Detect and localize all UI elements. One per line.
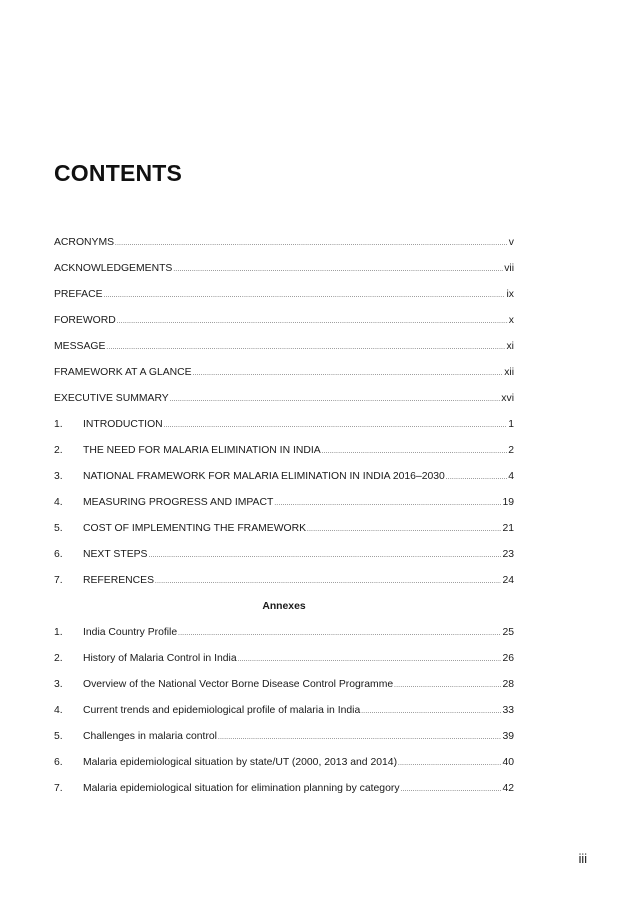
toc-entry[interactable] — [54, 444, 514, 470]
toc-entry-number: 7. — [54, 575, 63, 586]
dot-leader — [401, 784, 502, 797]
toc-entry-label: FOREWORD — [54, 315, 116, 326]
toc-entry-number: 5. — [54, 523, 63, 534]
toc-entry-label: FRAMEWORK AT A GLANCE — [54, 367, 192, 378]
toc-entry-page: 4 — [508, 471, 514, 482]
dot-leader — [398, 758, 501, 771]
toc-entry[interactable] — [54, 522, 514, 548]
toc-entry-page: 1 — [508, 419, 514, 430]
toc-entry-number: 6. — [54, 549, 63, 560]
page-number: iii — [578, 852, 587, 866]
page-title: CONTENTS — [54, 160, 183, 186]
toc-entry-label: ACRONYMS — [54, 237, 115, 248]
annex-entry[interactable] — [54, 678, 514, 704]
toc-entry-label: ACKNOWLEDGEMENTS — [54, 263, 173, 274]
toc-entry-number: 3. — [54, 679, 63, 690]
toc-entry[interactable] — [54, 288, 514, 314]
toc-entry-label: Overview of the National Vector Borne Disease Control Programme — [83, 679, 394, 690]
toc-entry-page: 39 — [502, 731, 514, 742]
toc-entry-page: 21 — [502, 523, 514, 534]
toc-entry-label: Challenges in malaria control — [83, 731, 217, 742]
toc-entry-number: 6. — [54, 757, 63, 768]
toc-main-list — [54, 236, 514, 600]
toc-entry-page: 25 — [502, 627, 514, 638]
dot-leader — [307, 524, 501, 537]
toc-entry-page: xi — [506, 341, 514, 352]
toc-entry[interactable] — [54, 418, 514, 444]
dot-leader — [193, 368, 504, 381]
toc-entry-label: INTRODUCTION — [83, 419, 163, 430]
toc-entry[interactable] — [54, 496, 514, 522]
toc-entry-page: 40 — [502, 757, 514, 768]
toc-entry-label: COST OF IMPLEMENTING THE FRAMEWORK — [83, 523, 307, 534]
toc-entry-label: MEASURING PROGRESS AND IMPACT — [83, 497, 274, 508]
toc-entry-page: 33 — [502, 705, 514, 716]
toc-entry-page: 19 — [502, 497, 514, 508]
annex-entry[interactable] — [54, 704, 514, 730]
toc-entry-label: EXECUTIVE SUMMARY — [54, 393, 169, 404]
toc-entry-number: 2. — [54, 445, 63, 456]
toc-entry-page: v — [508, 237, 514, 248]
dot-leader — [173, 264, 503, 277]
dot-leader — [394, 680, 501, 693]
toc-entry-label: Current trends and epidemiological profile of malaria in India — [83, 705, 361, 716]
toc-entry-label: NATIONAL FRAMEWORK FOR MALARIA ELIMINATION IN INDIA 2016–2030 — [83, 471, 445, 482]
toc-entry-page: xii — [504, 367, 514, 378]
toc-entry-page: xvi — [501, 393, 514, 404]
toc-entry-number: 4. — [54, 705, 63, 716]
toc-entry-page: ix — [506, 289, 514, 300]
toc-entry[interactable] — [54, 548, 514, 574]
dot-leader — [322, 446, 508, 459]
toc-entry-number: 7. — [54, 783, 63, 794]
dot-leader — [361, 706, 501, 719]
toc-entry-number: 1. — [54, 627, 63, 638]
toc-entry[interactable] — [54, 262, 514, 288]
toc-entry-label: PREFACE — [54, 289, 103, 300]
annex-entry[interactable] — [54, 652, 514, 678]
toc-entry-label: REFERENCES — [83, 575, 155, 586]
annex-entry[interactable] — [54, 730, 514, 756]
toc-entry[interactable] — [54, 340, 514, 366]
toc-entry-page: x — [508, 315, 514, 326]
toc-entry[interactable] — [54, 314, 514, 340]
toc-entry-page: vii — [504, 263, 514, 274]
dot-leader — [155, 576, 501, 589]
toc-entry[interactable] — [54, 470, 514, 496]
toc-entry[interactable] — [54, 366, 514, 392]
toc-entry-page: 23 — [502, 549, 514, 560]
toc-entry-label: NEXT STEPS — [83, 549, 148, 560]
toc-entry-label: India Country Profile — [83, 627, 178, 638]
toc-entry-label: THE NEED FOR MALARIA ELIMINATION IN INDIA — [83, 445, 321, 456]
dot-leader — [446, 472, 507, 485]
toc-entry-label: Malaria epidemiological situation for elimination planning by category — [83, 783, 400, 794]
dot-leader — [148, 550, 501, 563]
toc-annex-list — [54, 626, 514, 808]
dot-leader — [164, 420, 508, 433]
dot-leader — [178, 628, 501, 641]
dot-leader — [117, 316, 508, 329]
toc-entry-number: 2. — [54, 653, 63, 664]
dot-leader — [238, 654, 502, 667]
toc-entry-number: 5. — [54, 731, 63, 742]
annex-heading: Annexes — [262, 601, 306, 612]
toc-entry-page: 42 — [502, 783, 514, 794]
toc-entry-page: 28 — [502, 679, 514, 690]
toc-entry-number: 3. — [54, 471, 63, 482]
toc-entry[interactable] — [54, 236, 514, 262]
dot-leader — [274, 498, 501, 511]
toc-entry-page: 24 — [502, 575, 514, 586]
toc-entry[interactable] — [54, 392, 514, 418]
toc-entry-label: History of Malaria Control in India — [83, 653, 237, 664]
toc-entry-number: 4. — [54, 497, 63, 508]
dot-leader — [170, 394, 501, 407]
dot-leader — [115, 238, 508, 251]
toc-entry-label: Malaria epidemiological situation by state/UT (2000, 2013 and 2014) — [83, 757, 398, 768]
dot-leader — [104, 290, 506, 303]
toc-entry-label: MESSAGE — [54, 341, 106, 352]
toc-entry-page: 26 — [502, 653, 514, 664]
dot-leader — [106, 342, 505, 355]
toc-entry-page: 2 — [508, 445, 514, 456]
table-of-contents — [54, 236, 514, 808]
annex-entry[interactable] — [54, 626, 514, 652]
annex-entry[interactable] — [54, 782, 514, 808]
toc-entry-number: 1. — [54, 419, 63, 430]
toc-entry[interactable] — [54, 574, 514, 600]
dot-leader — [218, 732, 501, 745]
annex-entry[interactable] — [54, 756, 514, 782]
